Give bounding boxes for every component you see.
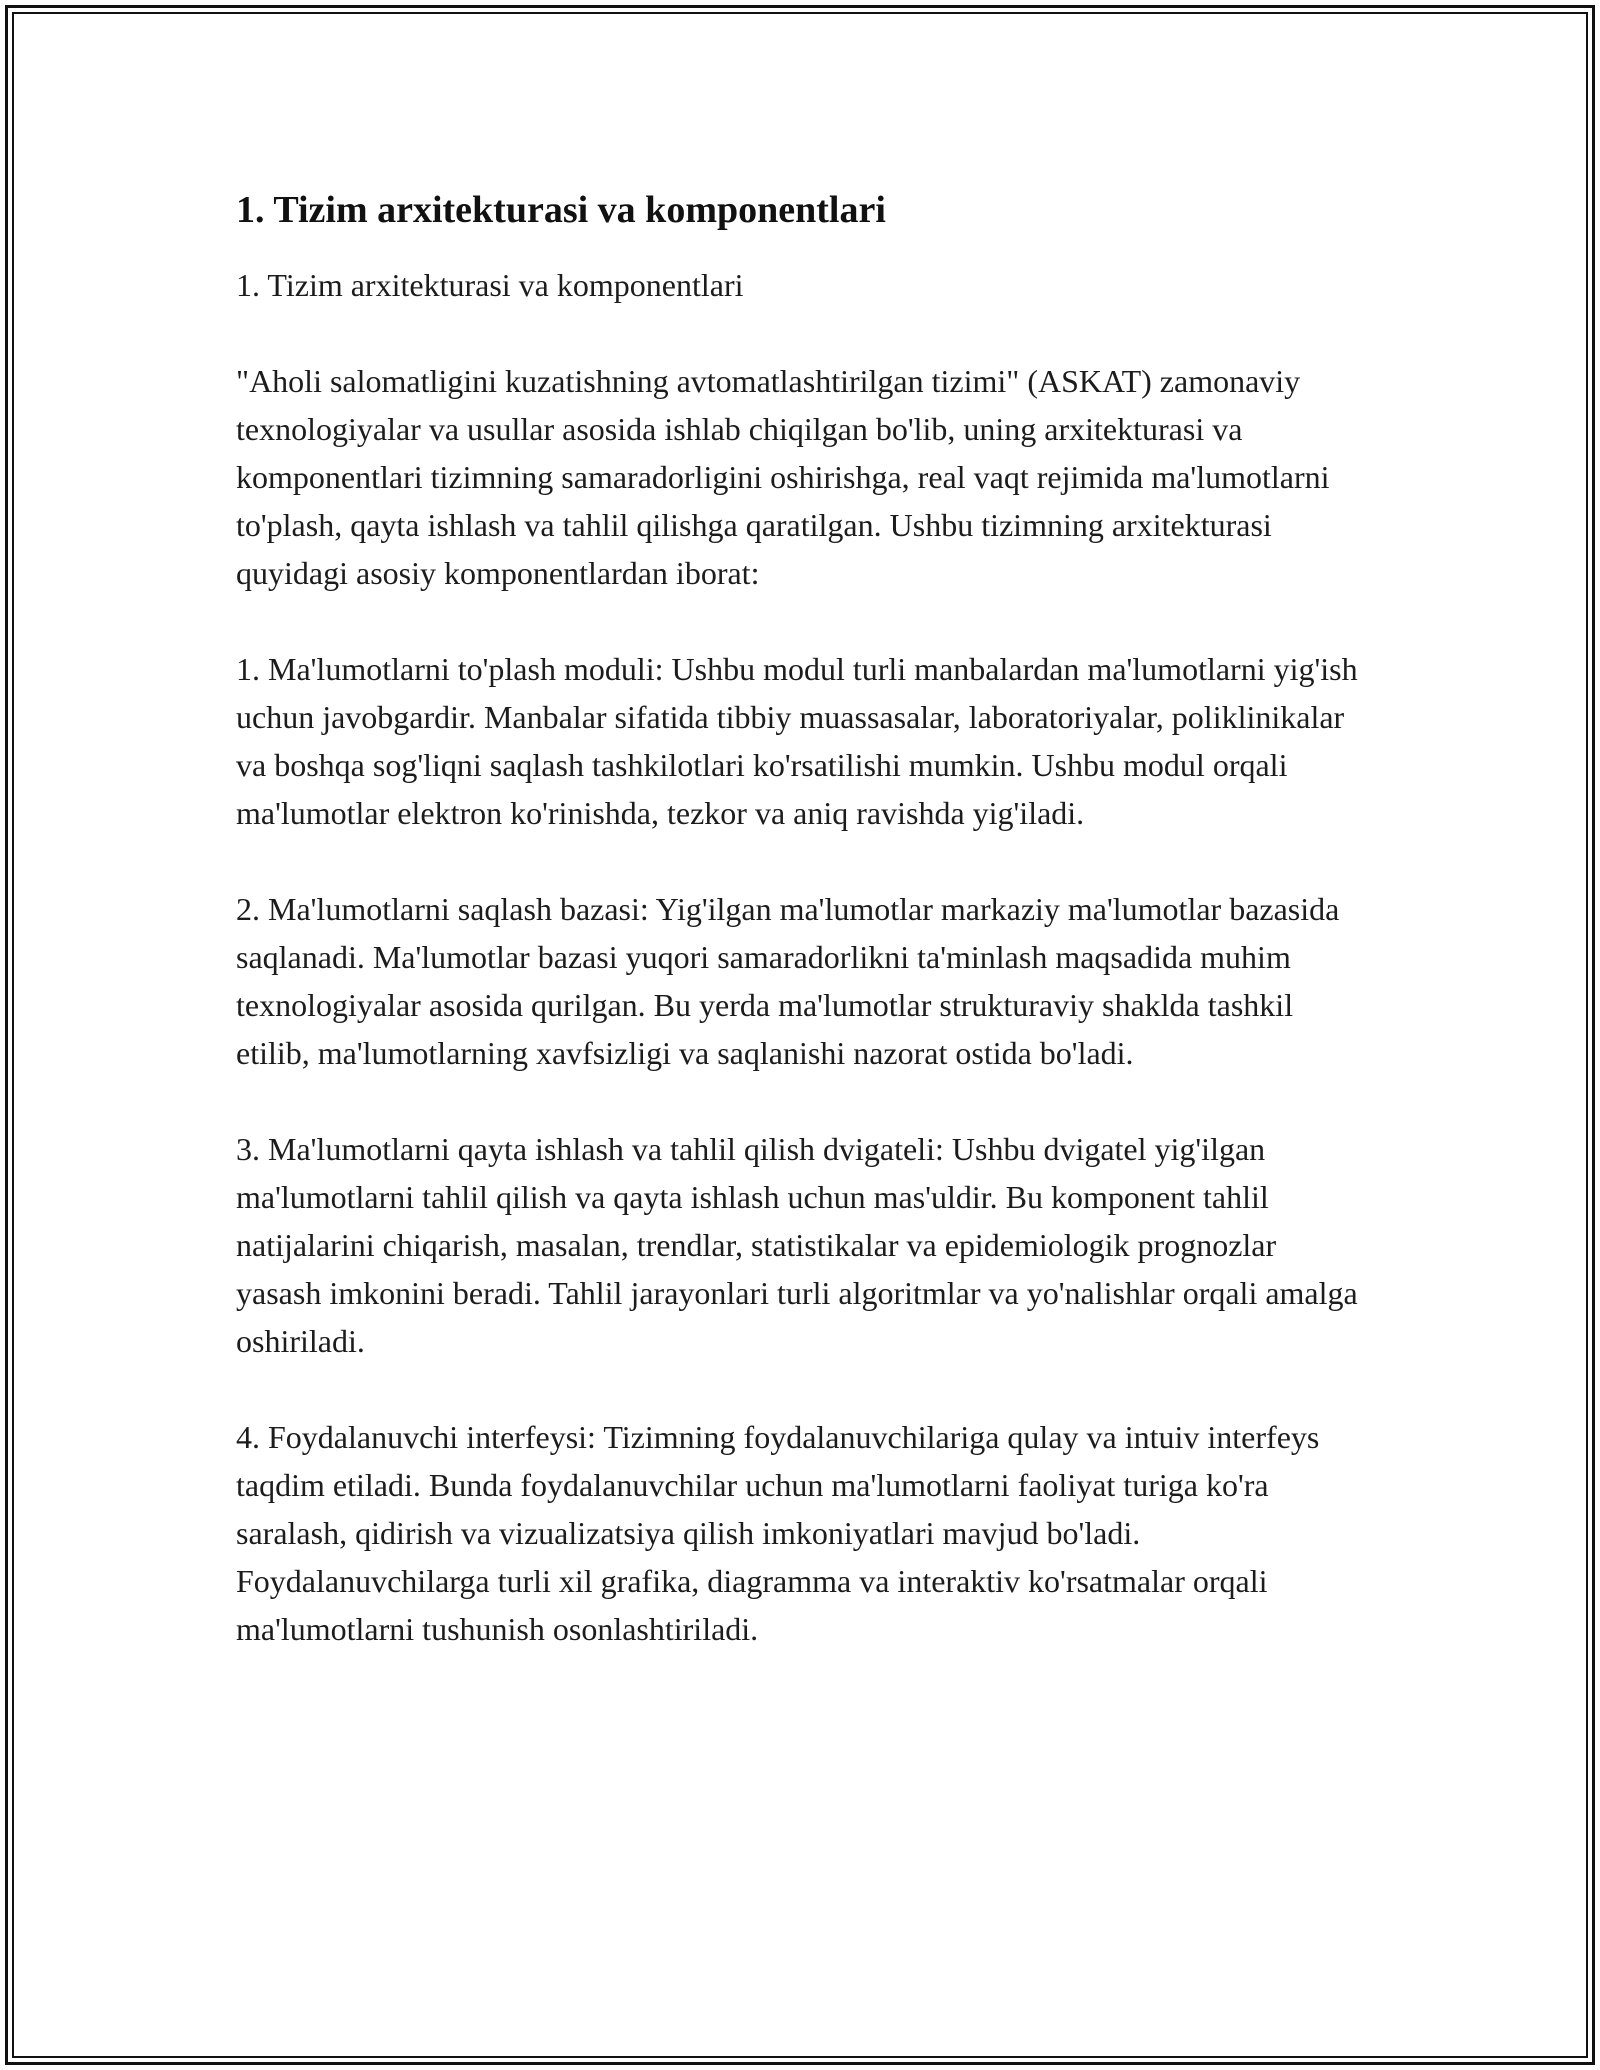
component-analysis-engine: 3. Ma'lumotlarni qayta ishlash va tahlil qilish dvigateli: Ushbu dvigatel yig'ilgan ma'lumotlarni tahlil qilish va qayta ishlash uchun mas'uldir. Bu komponent tahlil natijalarini chiqarish, masalan, trendlar, statistikalar va epidemiologik prognozlar yasash imkonini beradi. Tahlil jarayonlari turli algoritmlar va yo'nalishlar orqali amalga oshiriladi. (236, 1131, 1358, 1360)
component-database: 2. Ma'lumotlarni saqlash bazasi: Yig'ilgan ma'lumotlar markaziy ma'lumotlar bazasida saqlanadi. Ma'lumotlar bazasi yuqori samaradorlikni ta'minlash maqsadida muhim texnologiyalar asosida qurilgan. Bu yerda ma'lumotlar strukturaviy shaklda tashkil etilib, ma'lumotlarning xavfsizligi va saqlanishi nazorat ostida bo'ladi. (236, 891, 1340, 1072)
component-user-interface: 4. Foydalanuvchi interfeysi: Tizimning foydalanuvchilariga qulay va intuiv interfeys taqdim etiladi. Bunda foydalanuvchilar uchun ma'lumotlarni faoliyat turiga ko'ra saralash, qidirish va vizualizatsiya qilish imkoniyatlari mavjud bo'ladi. Foydalanuvchilarga turli xil grafika, diagramma va interaktiv ko'rsatmalar orqali ma'lumotlarni tushunish osonlashtiriladi. (236, 1419, 1320, 1648)
component-data-collection: 1. Ma'lumotlarni to'plash moduli: Ushbu modul turli manbalardan ma'lumotlarni yig'ish uchun javobgardir. Manbalar sifatida tibbiy muassasalar, laboratoriyalar, poliklinikalar va boshqa sog'liqni saqlash tashkilotlari ko'rsatilishi mumkin. Ushbu modul orqali ma'lumotlar elektron ko'rinishda, tezkor va aniq ravishda yig'iladi. (236, 651, 1358, 832)
intro-paragraph: "Aholi salomatligini kuzatishning avtomatlashtirilgan tizimi" (ASKAT) zamonaviy texnologiyalar va usullar asosida ishlab chiqilgan bo'lib, uning arxitekturasi va komponentlari tizimning samaradorligini oshirishga, real vaqt rejimida ma'lumotlarni to'plash, qayta ishlash va tahlil qilishga qaratilgan. Ushbu tizimning arxitekturasi quyidagi asosiy komponentlardan iborat: (236, 363, 1330, 592)
document-title: 1. Tizim arxitekturasi va komponentlari (236, 189, 886, 231)
subtitle-paragraph: 1. Tizim arxitekturasi va komponentlari (236, 267, 744, 304)
document-body (236, 186, 1366, 1701)
